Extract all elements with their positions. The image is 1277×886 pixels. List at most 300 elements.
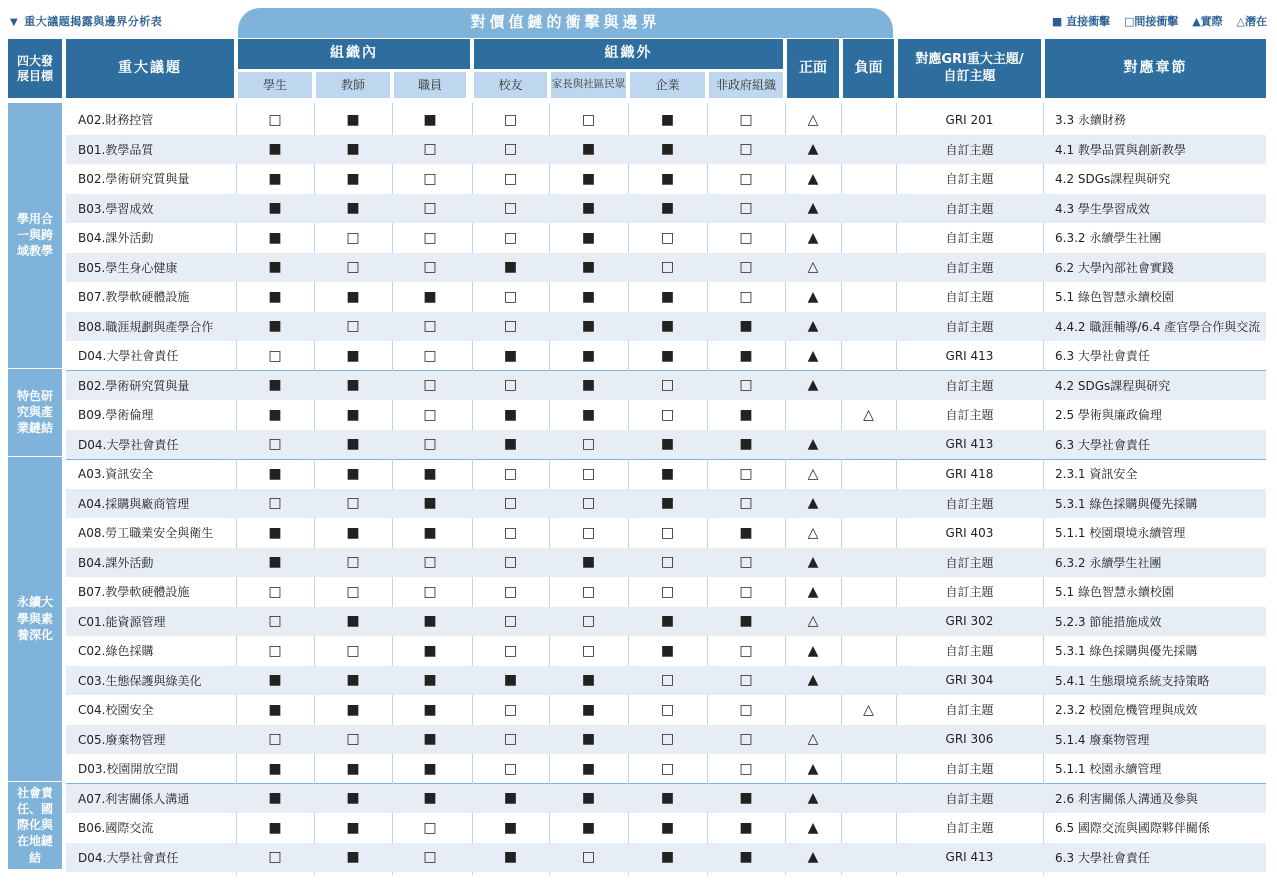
impact-mark: □ (581, 436, 596, 453)
impact-mark: □ (503, 495, 518, 512)
impact-mark: □ (660, 701, 675, 718)
impact-mark: □ (503, 465, 518, 482)
negative-mark (843, 459, 894, 489)
chapter-cell: 5.3.1 綠色採購與優先採購 (1055, 644, 1198, 659)
impact-mark: ■ (503, 672, 518, 689)
header-goal: 四大發展目標 (8, 39, 62, 98)
issue-cell: D03.校園開放空間 (78, 762, 179, 777)
positive-mark: △ (807, 613, 819, 630)
negative-mark (843, 312, 894, 342)
positive-mark: △ (807, 524, 819, 541)
impact-mark: ■ (423, 790, 437, 807)
gri-cell: 自訂主題 (945, 290, 994, 305)
impact-mark: □ (346, 731, 360, 748)
positive-mark: ▲ (807, 672, 819, 689)
impact-mark: □ (503, 377, 518, 394)
impact-mark: ■ (739, 849, 753, 866)
gri-cell: 自訂主題 (945, 496, 994, 511)
impact-mark: ■ (268, 790, 282, 807)
impact-mark: ■ (581, 731, 596, 748)
impact-mark: ■ (739, 436, 753, 453)
table-row (66, 548, 1266, 578)
impact-mark: □ (423, 849, 437, 866)
impact-mark: ■ (268, 760, 282, 777)
chapter-cell: 4.2 SDGs課程與研究 (1055, 378, 1171, 393)
issue-cell: C01.能資源管理 (78, 614, 166, 629)
issue-cell: B07.教學軟硬體設施 (78, 585, 190, 600)
legend-potential: △潛在 (1236, 15, 1267, 28)
chapter-cell: 5.1 綠色智慧永續校園 (1055, 290, 1174, 305)
impact-mark: □ (739, 141, 753, 158)
impact-mark: □ (503, 229, 518, 246)
impact-mark: ■ (503, 819, 518, 836)
impact-mark: ■ (739, 613, 753, 630)
impact-mark: ■ (581, 141, 596, 158)
impact-mark: □ (660, 229, 675, 246)
table-row (66, 135, 1266, 165)
impact-mark: □ (503, 141, 518, 158)
impact-mark: ■ (346, 524, 360, 541)
chapter-cell: 5.2.3 節能措施成效 (1055, 614, 1162, 629)
impact-mark: ■ (581, 790, 596, 807)
impact-mark: ■ (581, 259, 596, 276)
header-positive: 正面 (787, 39, 839, 98)
impact-mark: □ (581, 495, 596, 512)
impact-mark: ■ (739, 347, 753, 364)
impact-mark: ■ (268, 524, 282, 541)
gri-cell: 自訂主題 (945, 319, 994, 334)
chapter-cell: 4.3 學生學習成效 (1055, 201, 1150, 216)
impact-mark: □ (660, 554, 675, 571)
issue-cell: B06.國際交流 (78, 821, 154, 836)
issue-cell: B05.學生身心健康 (78, 260, 178, 275)
impact-mark: ■ (581, 229, 596, 246)
table-row (66, 341, 1266, 371)
gri-cell: 自訂主題 (945, 791, 994, 806)
issue-cell: B03.學習成效 (78, 201, 154, 216)
impact-mark: ■ (346, 141, 360, 158)
chapter-cell: 6.3 大學社會責任 (1055, 850, 1150, 865)
gri-cell: GRI 302 (945, 614, 994, 629)
gri-cell: GRI 413 (945, 437, 994, 452)
impact-mark: ■ (581, 701, 596, 718)
impact-mark: ■ (660, 849, 675, 866)
gri-cell: GRI 413 (945, 348, 994, 363)
chapter-cell: 2.3.2 校園危機管理與成效 (1055, 703, 1198, 718)
impact-mark: □ (268, 849, 282, 866)
header-negative: 負面 (843, 39, 894, 98)
gri-cell: 自訂主題 (945, 142, 994, 157)
impact-mark: ■ (268, 200, 282, 217)
gri-cell: 自訂主題 (945, 408, 994, 423)
issue-cell: B01.教學品質 (78, 142, 154, 157)
impact-mark: ■ (423, 672, 437, 689)
chapter-cell: 6.2 大學內部社會實踐 (1055, 260, 1174, 275)
impact-mark: ■ (660, 790, 675, 807)
impact-mark: ■ (581, 200, 596, 217)
table-row (66, 489, 1266, 519)
impact-mark: □ (346, 495, 360, 512)
chapter-cell: 2.3.1 資訊安全 (1055, 467, 1138, 482)
header-stakeholder: 職員 (394, 72, 466, 98)
impact-mark: □ (660, 406, 675, 423)
negative-mark (843, 341, 894, 371)
impact-mark: ■ (346, 760, 360, 777)
impact-mark: ■ (581, 318, 596, 335)
impact-mark: ■ (660, 200, 675, 217)
negative-mark (843, 135, 894, 165)
value-chain-banner: 對價值鏈的衝擊與邊界 (238, 8, 893, 38)
impact-mark: □ (423, 170, 437, 187)
impact-mark: ■ (660, 318, 675, 335)
table-row (66, 194, 1266, 224)
chapter-cell: 4.4.2 職涯輔導/6.4 產官學合作與交流 (1055, 319, 1261, 334)
positive-mark: ▲ (807, 554, 819, 571)
header-stakeholder: 教師 (316, 72, 390, 98)
impact-mark: □ (739, 111, 753, 128)
negative-mark (843, 223, 894, 253)
table-row (66, 725, 1266, 755)
chapter-cell: 6.3 大學社會責任 (1055, 349, 1150, 364)
impact-mark: □ (423, 229, 437, 246)
gri-cell: GRI 413 (945, 850, 994, 865)
gri-cell: 自訂主題 (945, 762, 994, 777)
negative-mark (843, 754, 894, 784)
positive-mark: ▲ (807, 170, 819, 187)
issue-cell: A03.資訊安全 (78, 467, 154, 482)
impact-mark: ■ (660, 111, 675, 128)
impact-mark: ■ (581, 672, 596, 689)
impact-mark: □ (503, 524, 518, 541)
positive-mark: ▲ (807, 849, 819, 866)
impact-mark: □ (660, 760, 675, 777)
chapter-cell: 5.1.1 校園環境永續管理 (1055, 526, 1186, 541)
table-row (66, 282, 1266, 312)
impact-mark: □ (503, 318, 518, 335)
table-row (66, 636, 1266, 666)
chapter-cell: 5.4.1 生態環境系統支持策略 (1055, 673, 1210, 688)
impact-mark: □ (503, 170, 518, 187)
impact-mark: ■ (503, 849, 518, 866)
impact-mark: ■ (739, 318, 753, 335)
impact-mark: □ (423, 200, 437, 217)
impact-mark: □ (739, 554, 753, 571)
impact-mark: ■ (346, 347, 360, 364)
goal-cell: 特色研究與產業鏈結 (8, 369, 62, 457)
gri-cell: 自訂主題 (945, 644, 994, 659)
impact-mark: □ (346, 583, 360, 600)
impact-mark: □ (581, 642, 596, 659)
positive-mark: ▲ (807, 141, 819, 158)
impact-mark: ■ (346, 111, 360, 128)
issue-cell: B02.學術研究質與量 (78, 172, 190, 187)
impact-mark: □ (346, 229, 360, 246)
table-row (66, 400, 1266, 430)
table-row (66, 666, 1266, 696)
impact-mark: □ (346, 259, 360, 276)
impact-mark: ■ (503, 406, 518, 423)
chapter-cell: 4.2 SDGs課程與研究 (1055, 172, 1171, 187)
table-row (66, 105, 1266, 135)
legend-direct: ■ 直接衝擊 (1051, 15, 1111, 28)
impact-mark: □ (268, 436, 282, 453)
impact-mark: □ (346, 318, 360, 335)
issue-cell: A04.採購與廠商管理 (78, 496, 190, 511)
impact-mark: □ (503, 583, 518, 600)
header-stakeholder: 校友 (474, 72, 547, 98)
negative-mark (843, 607, 894, 637)
impact-mark: □ (739, 672, 753, 689)
chapter-cell: 5.1.1 校園永續管理 (1055, 762, 1162, 777)
impact-mark: ■ (423, 465, 437, 482)
impact-mark: □ (423, 318, 437, 335)
impact-mark: □ (503, 554, 518, 571)
gri-cell: 自訂主題 (945, 703, 994, 718)
table-row (66, 843, 1266, 873)
negative-mark (843, 784, 894, 814)
negative-mark (843, 489, 894, 519)
table-row (66, 607, 1266, 637)
impact-mark: ■ (660, 819, 675, 836)
chapter-cell: 6.3.2 永續學生社團 (1055, 231, 1162, 246)
positive-mark: ▲ (807, 200, 819, 217)
gri-cell: GRI 304 (945, 673, 994, 688)
impact-mark: ■ (346, 170, 360, 187)
impact-mark: ■ (660, 465, 675, 482)
impact-mark: □ (581, 613, 596, 630)
positive-mark: ▲ (807, 229, 819, 246)
impact-mark: ■ (423, 731, 437, 748)
negative-mark (843, 253, 894, 283)
impact-mark: ■ (346, 436, 360, 453)
impact-mark: □ (423, 583, 437, 600)
impact-mark: ■ (346, 613, 360, 630)
negative-mark (843, 105, 894, 135)
gri-cell: 自訂主題 (945, 378, 994, 393)
impact-mark: □ (739, 229, 753, 246)
positive-mark: ▲ (807, 318, 819, 335)
chapter-cell: 5.1 綠色智慧永續校園 (1055, 585, 1174, 600)
gri-cell: 自訂主題 (945, 555, 994, 570)
positive-mark: ▲ (807, 790, 819, 807)
positive-mark: ▲ (807, 495, 819, 512)
impact-mark: ■ (660, 436, 675, 453)
chapter-cell: 4.1 教學品質與創新教學 (1055, 142, 1186, 157)
negative-mark (843, 725, 894, 755)
table-row (66, 813, 1266, 843)
impact-mark: □ (660, 259, 675, 276)
positive-mark (787, 400, 839, 430)
impact-mark: ■ (268, 259, 282, 276)
impact-mark: ■ (503, 436, 518, 453)
impact-mark: □ (503, 288, 518, 305)
issue-cell: A08.勞工職業安全與衛生 (78, 526, 214, 541)
chapter-cell: 6.3.2 永續學生社團 (1055, 555, 1162, 570)
impact-mark: □ (660, 524, 675, 541)
table-title-text: 重大議題揭露與邊界分析表 (24, 15, 163, 28)
impact-mark: ■ (581, 288, 596, 305)
table-row (66, 754, 1266, 784)
impact-mark: □ (423, 377, 437, 394)
table-row (66, 164, 1266, 194)
impact-mark: □ (503, 701, 518, 718)
impact-mark: ■ (268, 229, 282, 246)
impact-mark: ■ (660, 613, 675, 630)
impact-mark: ■ (423, 613, 437, 630)
impact-mark: □ (423, 141, 437, 158)
table-row (66, 577, 1266, 607)
impact-mark: ■ (503, 790, 518, 807)
impact-mark: □ (268, 642, 282, 659)
chapter-cell: 3.3 永續財務 (1055, 113, 1126, 128)
negative-mark (843, 577, 894, 607)
table-row (66, 312, 1266, 342)
impact-mark: ■ (268, 141, 282, 158)
positive-mark: ▲ (807, 642, 819, 659)
impact-mark: ■ (268, 377, 282, 394)
negative-mark (843, 282, 894, 312)
positive-mark: ▲ (807, 436, 819, 453)
impact-mark: ■ (423, 495, 437, 512)
header-stakeholder: 學生 (238, 72, 312, 98)
impact-mark: □ (503, 111, 518, 128)
positive-mark: △ (807, 259, 819, 276)
negative-mark (843, 813, 894, 843)
positive-mark: △ (807, 731, 819, 748)
positive-mark: ▲ (807, 819, 819, 836)
positive-mark: ▲ (807, 760, 819, 777)
impact-mark: □ (739, 465, 753, 482)
positive-mark (787, 695, 839, 725)
chapter-cell: 2.6 利害關係人溝通及參與 (1055, 791, 1198, 806)
gri-cell: GRI 403 (945, 525, 994, 540)
issue-cell: C04.校園安全 (78, 703, 154, 718)
impact-mark: □ (423, 406, 437, 423)
header-issue: 重大議題 (66, 39, 234, 98)
positive-mark: ▲ (807, 347, 819, 364)
impact-mark: ■ (268, 701, 282, 718)
impact-mark: □ (739, 377, 753, 394)
issue-cell: B08.職涯規劃與產學合作 (78, 319, 214, 334)
impact-mark: □ (739, 288, 753, 305)
impact-mark: ■ (346, 819, 360, 836)
chapter-cell: 5.3.1 綠色採購與優先採購 (1055, 496, 1198, 511)
impact-mark: ■ (503, 259, 518, 276)
negative-mark (843, 843, 894, 873)
negative-mark (843, 194, 894, 224)
table-row (66, 459, 1266, 489)
positive-mark: △ (807, 465, 819, 482)
header-chapter: 對應章節 (1045, 39, 1266, 98)
negative-mark (843, 164, 894, 194)
impact-mark: □ (581, 524, 596, 541)
issue-cell: A02.財務控管 (78, 113, 154, 128)
impact-mark: □ (503, 642, 518, 659)
impact-mark: □ (581, 465, 596, 482)
header-stakeholder: 家長與社區民眾 (551, 72, 626, 98)
impact-mark: ■ (739, 406, 753, 423)
impact-mark: ■ (503, 347, 518, 364)
issue-cell: C05.廢棄物管理 (78, 732, 166, 747)
header-external: 組織外 (474, 39, 783, 69)
impact-mark: ■ (423, 701, 437, 718)
impact-mark: ■ (268, 672, 282, 689)
impact-mark: ■ (346, 377, 360, 394)
impact-mark: ■ (346, 849, 360, 866)
impact-mark: ■ (739, 790, 753, 807)
gri-cell: 自訂主題 (945, 585, 994, 600)
impact-mark: □ (503, 760, 518, 777)
goal-cell: 社會責任、國際化與在地鏈結 (8, 782, 62, 870)
negative-mark (843, 548, 894, 578)
chapter-cell: 5.1.4 廢棄物管理 (1055, 732, 1150, 747)
impact-mark: ■ (268, 465, 282, 482)
negative-mark (843, 430, 894, 460)
impact-mark: □ (268, 111, 282, 128)
impact-mark: ■ (660, 288, 675, 305)
impact-mark: ■ (660, 141, 675, 158)
negative-mark (843, 666, 894, 696)
impact-mark: ■ (423, 642, 437, 659)
impact-mark: □ (739, 495, 753, 512)
header-stakeholder: 非政府組織 (709, 72, 783, 98)
impact-mark: ■ (268, 288, 282, 305)
impact-mark: ■ (423, 111, 437, 128)
impact-mark: □ (739, 200, 753, 217)
impact-mark: ■ (581, 347, 596, 364)
table-row (66, 784, 1266, 814)
goal-cell: 永續大學與素養深化 (8, 457, 62, 781)
impact-mark: ■ (346, 288, 360, 305)
issue-cell: B09.學術倫理 (78, 408, 154, 423)
issue-cell: A07.利害關係人溝通 (78, 791, 190, 806)
impact-mark: ■ (581, 406, 596, 423)
impact-mark: □ (581, 849, 596, 866)
table-row (66, 223, 1266, 253)
positive-mark: ▲ (807, 377, 819, 394)
table-row (66, 253, 1266, 283)
impact-mark: ■ (268, 170, 282, 187)
impact-mark: ■ (268, 318, 282, 335)
impact-mark: □ (739, 760, 753, 777)
impact-mark: ■ (423, 524, 437, 541)
impact-mark: ■ (660, 495, 675, 512)
negative-mark: △ (863, 701, 874, 718)
impact-mark: □ (268, 731, 282, 748)
impact-mark: □ (268, 583, 282, 600)
impact-mark: ■ (423, 760, 437, 777)
gri-cell: 自訂主題 (945, 201, 994, 216)
impact-mark: □ (423, 819, 437, 836)
legend-indirect: □間接衝擊 (1123, 15, 1179, 28)
gri-cell: GRI 306 (945, 732, 994, 747)
impact-mark: □ (268, 613, 282, 630)
header-internal: 組織內 (238, 39, 470, 69)
negative-mark: △ (863, 406, 874, 423)
gri-cell: 自訂主題 (945, 821, 994, 836)
table-row (66, 371, 1266, 401)
issue-cell: B04.課外活動 (78, 555, 154, 570)
impact-mark: ■ (581, 377, 596, 394)
negative-mark (843, 371, 894, 401)
table-title (10, 13, 162, 29)
table-row (66, 695, 1266, 725)
chapter-cell: 2.5 學術與廉政倫理 (1055, 408, 1162, 423)
issue-cell: C03.生態保護與綠美化 (78, 673, 202, 688)
impact-mark: □ (423, 436, 437, 453)
impact-mark: □ (739, 642, 753, 659)
issue-cell: B04.課外活動 (78, 231, 154, 246)
